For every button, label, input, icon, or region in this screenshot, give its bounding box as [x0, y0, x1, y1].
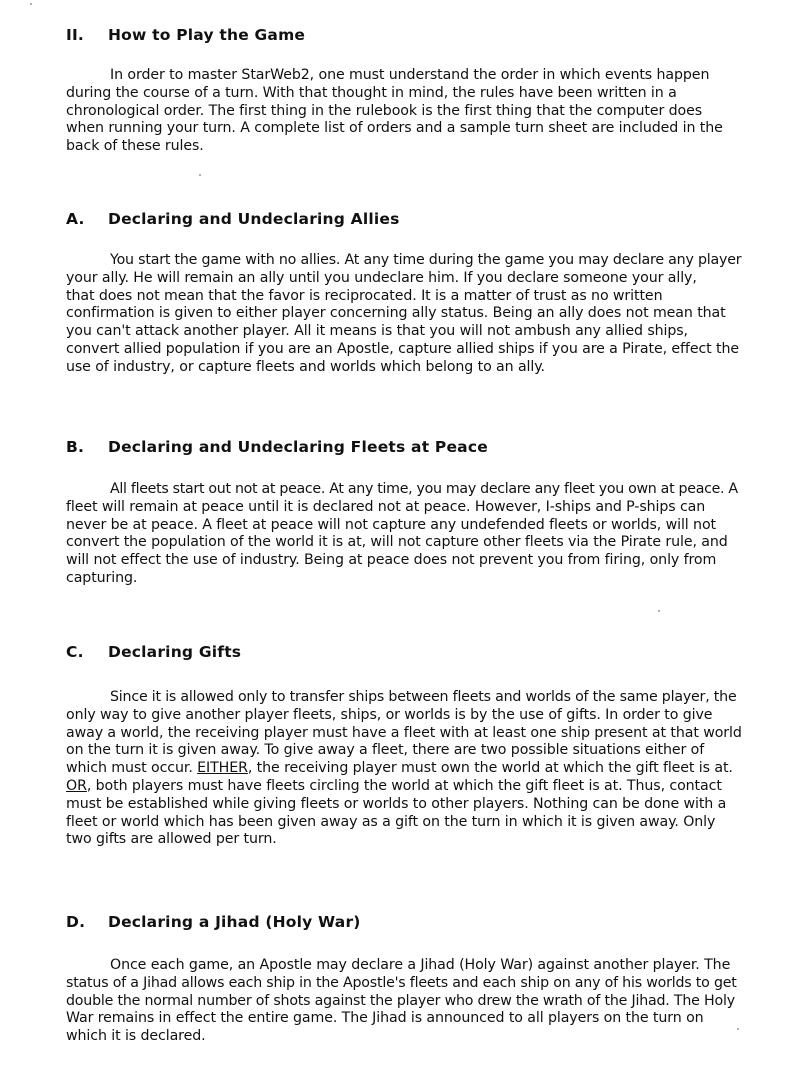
section-title: Declaring and Undeclaring Allies [108, 210, 400, 228]
section-a-paragraph [66, 252, 742, 377]
paragraph-line: You start the game with no allies. At any time during the game you may declare any player [110, 252, 742, 268]
paragraph-line: convert allied population if you are an Apostle, capture allied ships if you are a Pirate, effect the [66, 340, 739, 357]
section-title: Declaring Gifts [108, 643, 242, 661]
paragraph-line: fleet will remain at peace until it is declared not at peace. However, I-ships and P-ships can [66, 498, 706, 515]
paragraph-line: two gifts are allowed per turn. [66, 831, 277, 848]
paragraph-line: double the normal number of shots against the player who drew the wrath of the Jihad. The Holy [66, 992, 735, 1009]
paragraph-line: you can't attack another player. All it means is that you will not ambush any allied ships, [66, 323, 688, 340]
paragraph-line: must be established while giving fleets or worlds to other players. Nothing can be done with a [66, 795, 727, 812]
paragraph-line: away a world, the receiving player must have a fleet with at least one ship present at that world [66, 724, 742, 741]
paragraph-line: fleet or world which has been given away as a gift on the turn in which it is given away. Only [66, 813, 716, 830]
paragraph-line: All fleets start out not at peace. At any time, you may declare any fleet you own at peace. A [110, 481, 738, 497]
paragraph-line: that does not mean that the favor is reciprocated. It is a matter of trust as no written [66, 287, 663, 304]
paragraph-line: which it is declared. [66, 1028, 206, 1045]
paragraph-line: In order to master StarWeb2, one must understand the order in which events happen [110, 67, 710, 83]
section-number: II. [66, 26, 85, 44]
scan-speck [658, 610, 660, 612]
or-emphasis: OR [66, 777, 87, 794]
section-heading-d [66, 913, 361, 931]
section-ii-paragraph [66, 67, 742, 156]
paragraph-line: OR, both players must have fleets circling the world at which the gift fleet is at. Thus, contact [66, 777, 722, 794]
section-letter: C. [66, 643, 84, 661]
paragraph-line: back of these rules. [66, 138, 204, 155]
section-d-paragraph [66, 957, 742, 1046]
paragraph-line: War remains in effect the entire game. The Jihad is announced to all players on the turn on [66, 1010, 704, 1027]
paragraph-line: which must occur. EITHER, the receiving player must own the world at which the gift fleet is at. [66, 760, 733, 777]
section-title: Declaring and Undeclaring Fleets at Peace [108, 438, 488, 456]
paragraph-line: when running your turn. A complete list of orders and a sample turn sheet are included in the [66, 120, 723, 137]
paragraph-line: will not effect the use of industry. Being at peace does not prevent you from firing, only from [66, 552, 717, 569]
paragraph-line: during the course of a turn. With that thought in mind, the rules have been written in a [66, 84, 677, 101]
section-letter: D. [66, 913, 86, 931]
paragraph-line: never be at peace. A fleet at peace will not capture any undefended fleets or worlds, will not [66, 516, 716, 533]
paragraph-line: use of industry, or capture fleets and worlds which belong to an ally. [66, 358, 545, 375]
scan-speck [199, 174, 201, 176]
paragraph-line: Once each game, an Apostle may declare a Jihad (Holy War) against another player. The [110, 957, 731, 973]
paragraph-line: capturing. [66, 569, 138, 586]
section-title: How to Play the Game [108, 26, 306, 44]
paragraph-line: status of a Jihad allows each ship in the Apostle's fleets and each ship on any of his worlds to get [66, 974, 737, 991]
paragraph-line: Since it is allowed only to transfer ships between fleets and worlds of the same player, the [110, 689, 737, 705]
paragraph-line: chronological order. The first thing in the rulebook is the first thing that the computer does [66, 102, 703, 119]
section-heading-c [66, 643, 241, 661]
section-title: Declaring a Jihad (Holy War) [108, 913, 361, 931]
section-heading-b [66, 438, 488, 456]
either-emphasis: EITHER [197, 760, 248, 777]
paragraph-line: on the turn it is given away. To give away a fleet, there are two possible situations either of [66, 742, 705, 759]
paragraph-line: only way to give another player fleets, ships, or worlds is by the use of gifts. In order to give [66, 706, 713, 723]
section-b-paragraph [66, 481, 742, 588]
paragraph-line: confirmation is given to either player concerning ally status. Being an ally does not mean that [66, 305, 726, 322]
paragraph-line: your ally. He will remain an ally until you undeclare him. If you declare someone your ally, [66, 269, 697, 286]
paragraph-line: convert the population of the world it is at, will not capture other fleets via the Pirate rule, and [66, 534, 728, 551]
section-heading-a [66, 210, 400, 228]
section-heading-ii [66, 26, 305, 44]
scan-speck [30, 3, 32, 5]
scan-speck [737, 1028, 739, 1030]
section-letter: A. [66, 210, 85, 228]
section-c-paragraph [66, 689, 742, 849]
section-letter: B. [66, 438, 85, 456]
